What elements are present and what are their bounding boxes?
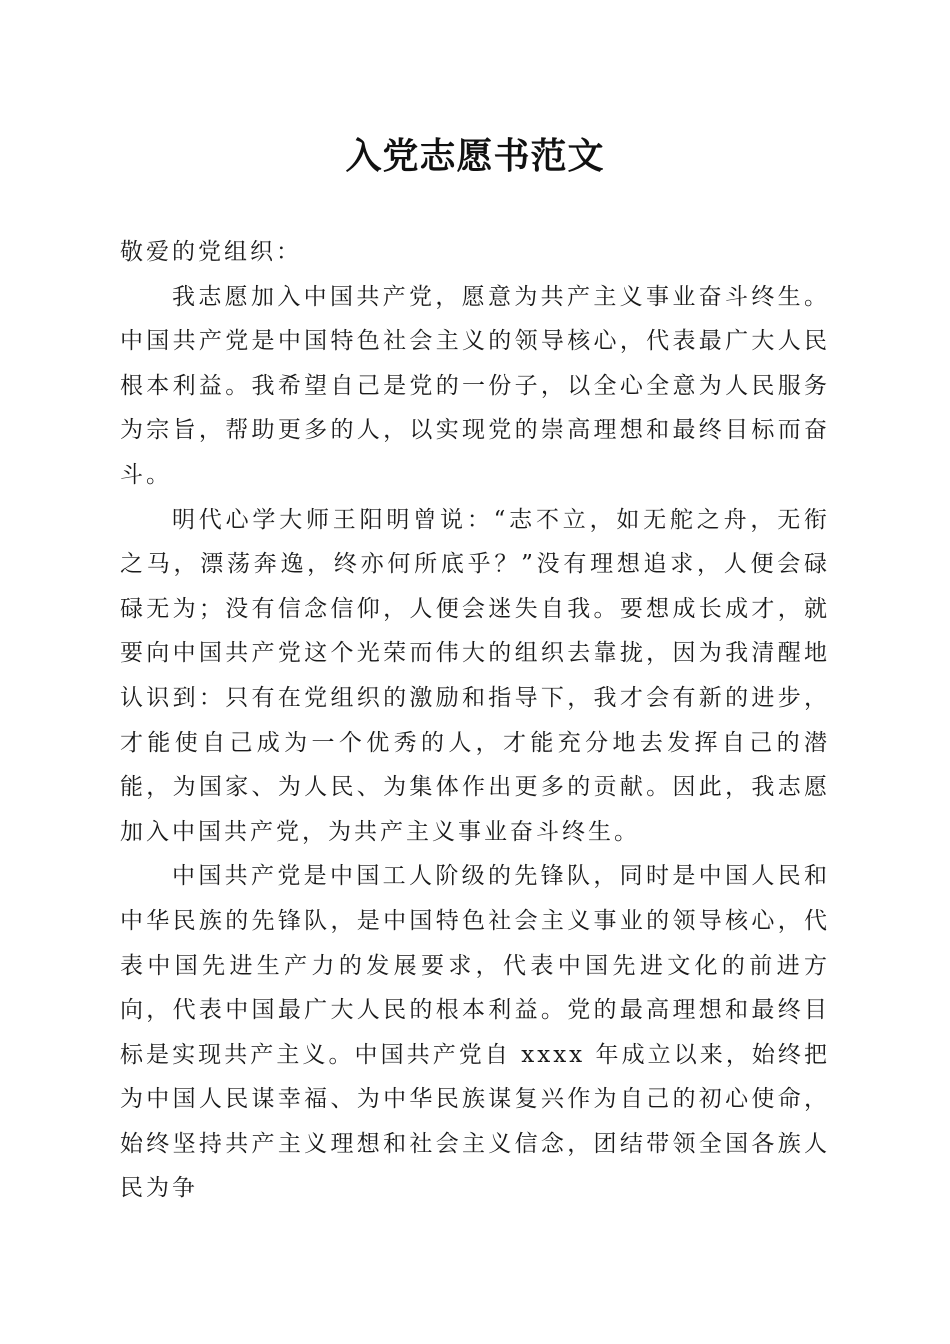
paragraph-2: 明代心学大师王阳明曾说：“志不立，如无舵之舟，无衔之马，漂荡奔逸，终亦何所底乎？”没有理想追求，人便会碌碌无为；没有信念信仰，人便会迷失自我。要想成长成才，就要向中国共产党这个光荣而伟大的组织去靠拢，因为我清醒地认识到：只有在党组织的激励和指导下，我才会有新的进步，才能使自己成为一个优秀的人，才能充分地去发挥自己的潜能，为国家、为人民、为集体作出更多的贡献。因此，我志愿加入中国共产党，为共产主义事业奋斗终生。 [120, 506, 830, 845]
paragraph-1: 我志愿加入中国共产党，愿意为共产主义事业奋斗终生。中国共产党是中国特色社会主义的领导核心，代表最广大人民根本利益。我希望自己是党的一份子，以全心全意为人民服务为宗旨，帮助更多的人，以实现党的崇高理想和最终目标而奋斗。 [120, 283, 830, 488]
document-body [120, 230, 830, 1211]
paragraph-3: 中国共产党是中国工人阶级的先锋队，同时是中国人民和中华民族的先锋队，是中国特色社会主义事业的领导核心，代表中国先进生产力的发展要求，代表中国先进文化的前进方向，代表中国最广大人民的根本利益。党的最高理想和最终目标是实现共产主义。中国共产党自 xxxx 年成立以来，始终把为中国人民谋幸福、为中华民族谋复兴作为自己的初心使命，始终坚持共产主义理想和社会主义信念，团结带领全国各族人民为争 [120, 863, 830, 1202]
document-title: 入党志愿书范文 [345, 135, 605, 177]
salutation: 敬爱的党组织： [120, 239, 302, 265]
